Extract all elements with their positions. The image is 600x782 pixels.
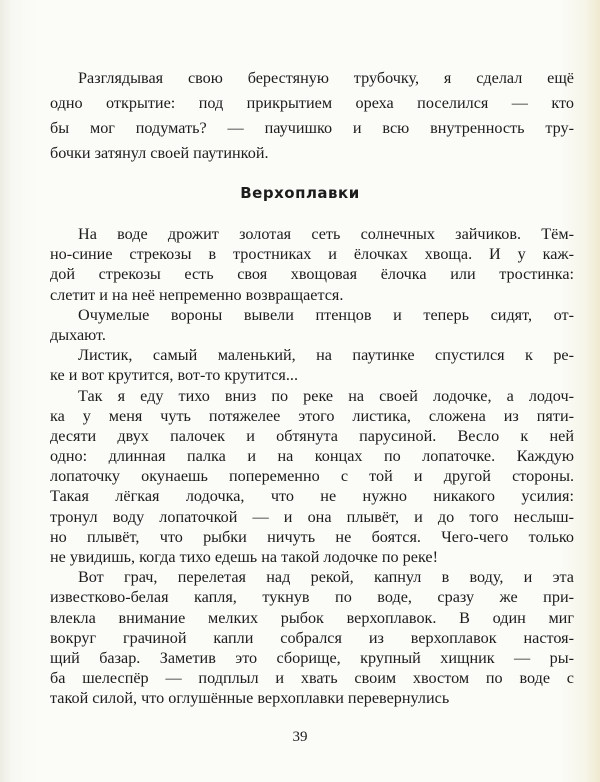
text-line: тронул воду лопаточкой — и она плывёт, и до того неслыш-: [50, 507, 574, 526]
text-line: известково-белая капля, тукнув по воде, сразу же при-: [50, 588, 574, 607]
text-line: Вот грач, перелетая над рекой, капнул в воду, и эта: [78, 568, 574, 587]
text-line: лопаточку окунаешь попеременно с той и другой стороны.: [50, 467, 574, 486]
text-line: ка у меня чуть потяжелее этого листика, сложена из пяти-: [50, 406, 574, 425]
text-line: ке и вот крутится, вот-то крутится...: [50, 366, 299, 385]
section-body: [50, 224, 574, 709]
intro-paragraph: [50, 66, 574, 166]
text-line: слетит и на неё непременно возвращается.: [50, 285, 344, 304]
text-line: Такая лёгкая лодочка, что не нужно никакого усилия:: [50, 487, 574, 506]
text-line: вокруг грачиной капли собрался из верхоплавок настоя-: [50, 628, 574, 647]
text-line: дыхают.: [50, 325, 106, 344]
text-line: влекла внимание мелких рыбок верхоплавок. В один миг: [50, 608, 574, 627]
section-heading: Верхоплавки: [240, 184, 360, 202]
page-number: 39: [292, 729, 308, 745]
text-line: одно открытие: под прикрытием ореха поселился — кто: [50, 94, 574, 112]
text-line: бочки затянул своей паутинкой.: [50, 144, 269, 162]
text-line: ба шелеспёр — подплыл и хвать своим хвостом по воде с: [50, 669, 574, 688]
text-line: Так я еду тихо вниз по реке на своей лодочке, а лодоч-: [78, 386, 574, 405]
text-line: На воде дрожит золотая сеть солнечных зайчиков. Тём-: [78, 225, 574, 243]
text-line: бы мог подумать? — паучишко и всю внутренность тру-: [50, 119, 574, 137]
text-line: одно: длинная палка и на концах по лопаточке. Каждую: [50, 447, 574, 466]
text-line: такой силой, что оглушённые верхоплавки перевернулись: [50, 689, 450, 708]
text-line: но-синие стрекозы в тростниках и ёлочках хвоща. И у каж-: [50, 245, 574, 264]
text-line: Очумелые вороны вывели птенцов и теперь сидят, от-: [78, 305, 574, 324]
text-line: дой стрекозы есть своя хвощовая ёлочка или тростинка:: [50, 265, 574, 284]
text-line: Листик, самый маленький, на паутинке спустился к ре-: [78, 346, 574, 365]
text-line: но плывёт, что рыбки ничуть не боятся. Чего-чего только: [50, 527, 574, 546]
text-line: десяти двух палочек и обтянута парусиной. Весло к ней: [50, 426, 574, 445]
text-line: щий базар. Заметив это сборище, крупный хищник — ры-: [50, 648, 574, 667]
text-line: не увидишь, когда тихо едешь на такой лодочке по реке!: [50, 548, 438, 566]
text-line: Разглядывая свою берестяную трубочку, я сделал ещё: [78, 69, 574, 87]
